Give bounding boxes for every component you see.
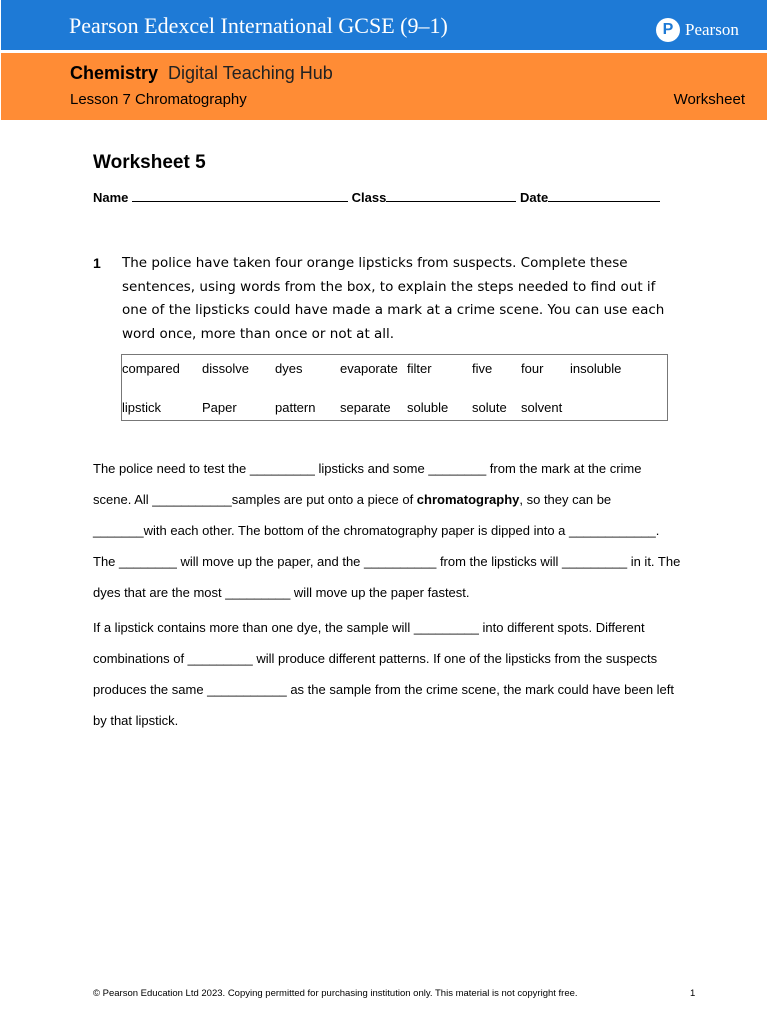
word-box-item: filter [407,361,432,376]
copyright-footer: © Pearson Education Ltd 2023. Copying permitted for purchasing institution only. This material is not copyright free. [93,988,578,999]
word-box-item: solvent [521,400,563,415]
name-label: Name [93,190,129,205]
date-label: Date [520,190,549,205]
word-box-item: five [472,361,493,376]
word-box-item: soluble [407,400,449,415]
word-box-item: lipstick [122,400,162,415]
document-type: Worksheet [673,91,745,108]
word-box-item: four [521,361,544,376]
class-field[interactable] [386,189,516,202]
word-box-item: compared [122,361,180,376]
name-field[interactable] [132,189,348,202]
class-label: Class [351,190,387,205]
passage-bold-term: chromatography [416,492,520,507]
pearson-logo-text: Pearson [685,20,739,39]
pearson-p-icon: P [656,18,680,42]
subject-line [70,63,333,84]
passage-paragraph-2: If a lipstick contains more than one dye, the sample will _________ into different spots. Different combinations of _________ will produce different patterns. If one of the lipsticks from the suspects produces the same ___________ as the sample from the crime scene, the mark could have been left by that lipstick. [93,620,675,728]
pearson-logo [656,17,739,43]
passage-paragraph-1 [93,453,683,608]
word-box-item: dyes [275,361,303,376]
question-number: 1 [93,255,101,271]
qualification-title: Pearson Edexcel International GCSE (9–1) [69,13,448,38]
page-number: 1 [690,988,696,999]
word-box-item: solute [472,400,507,415]
word-box-item: dissolve [202,361,249,376]
question-text: The police have taken four orange lipsticks from suspects. Complete these sentences, using words from the box, to explain the steps needed to find out if one of the lipsticks could have made a mark at a crime scene. You can use each word once, more than once or not at all. [122,255,665,342]
word-box-item: Paper [202,400,237,415]
passage-text: , so they can be _______with each other. The bottom of the chromatography paper is dipped into a ____________. The ________ will move up the paper, and the __________ from the lipsticks will _________ in it. The dyes that are the most _________ will move up the paper fastest. [93,492,681,600]
word-box-item: insoluble [570,361,622,376]
worksheet-title: Worksheet 5 [93,152,206,173]
word-box-item: pattern [275,400,316,415]
word-box-item: separate [340,400,391,415]
lesson-title: Lesson 7 Chromatography [70,91,247,108]
date-field[interactable] [548,189,660,202]
word-box-item: evaporate [340,361,398,376]
word-box [121,354,668,421]
student-fields [93,189,660,205]
passage-text: The police need to test the _________ lipsticks and some ________ from the mark at the crime scene. All ___________samples are put onto a piece of [93,461,642,507]
subject-name: Chemistry [70,63,159,83]
hub-name: Digital Teaching Hub [168,63,333,83]
